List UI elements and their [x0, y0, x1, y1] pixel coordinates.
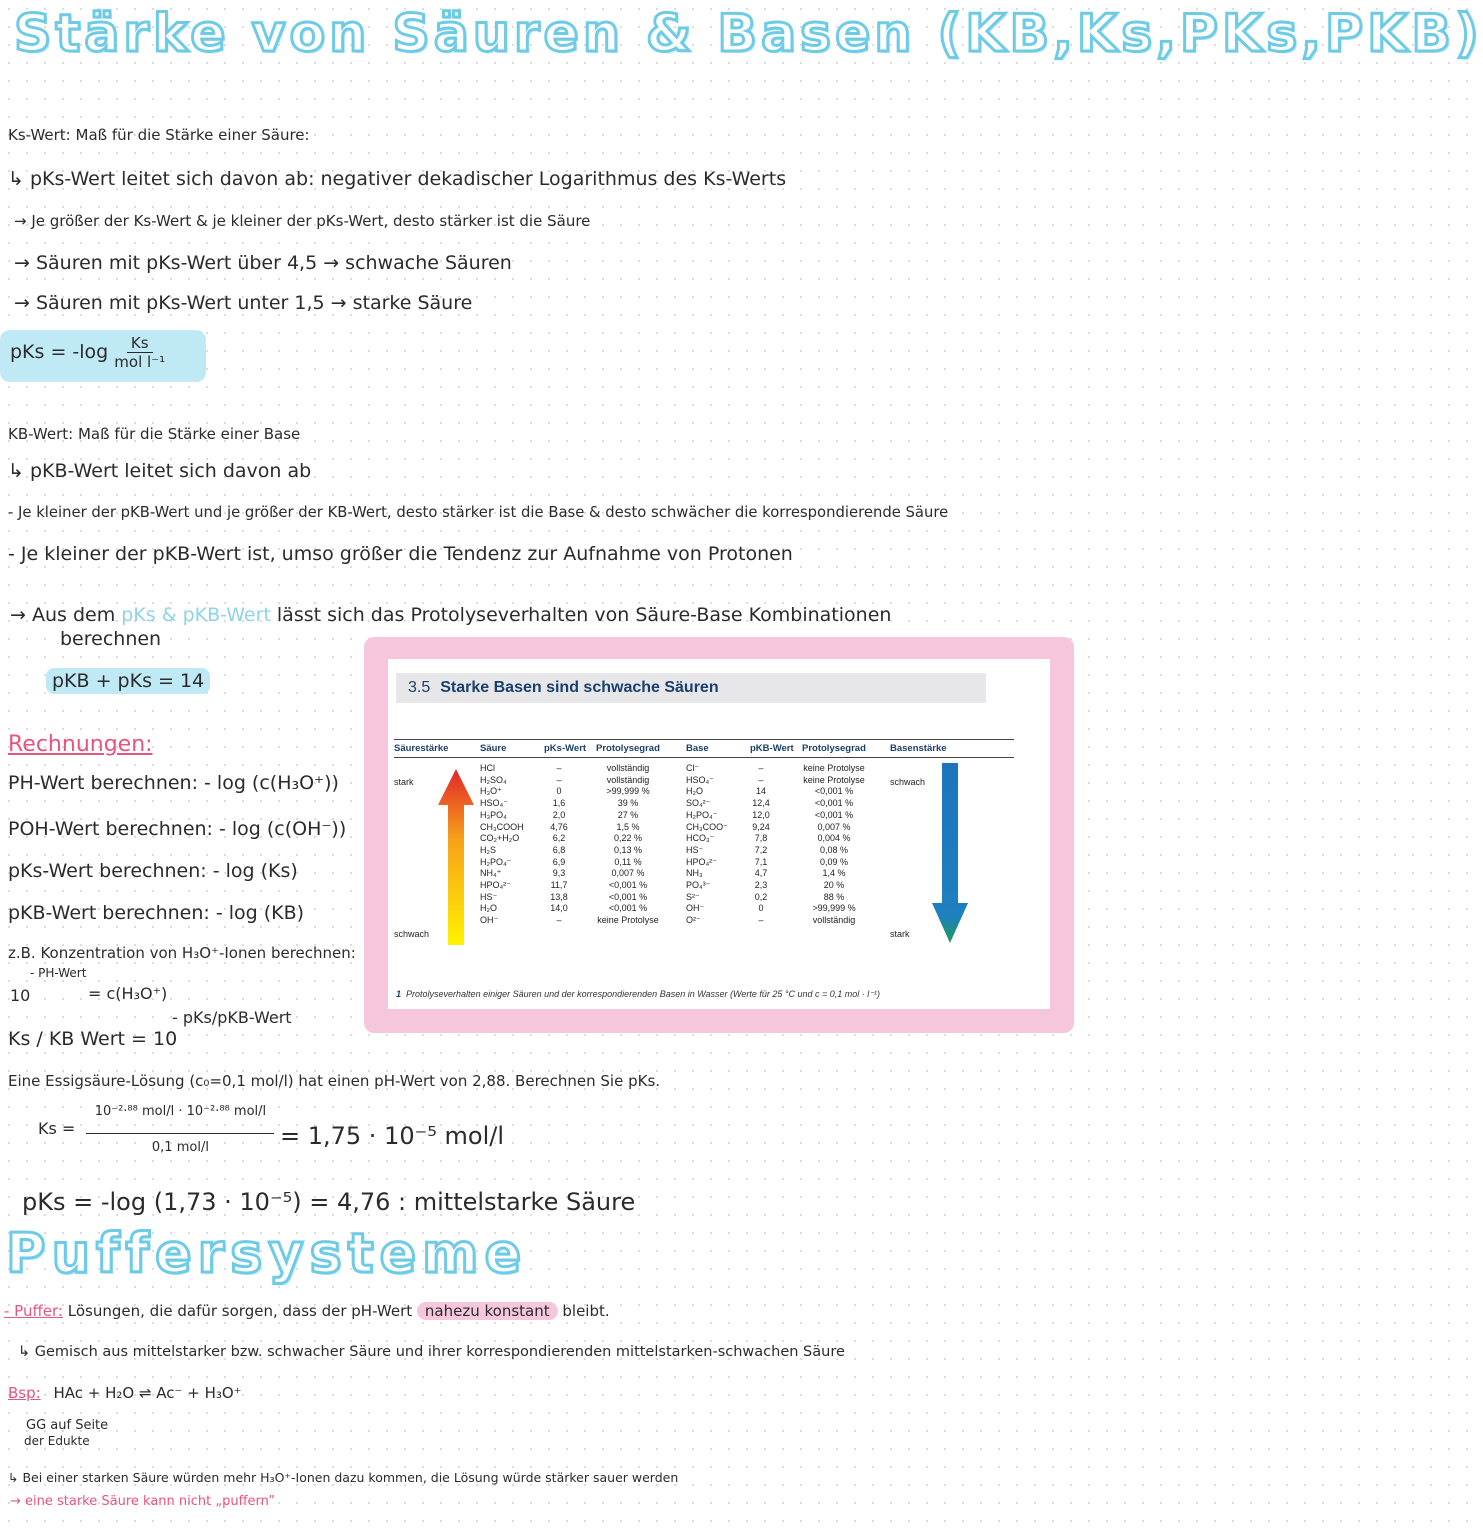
puffer-footnote-1: ↳ Bei einer starken Säure würden mehr H₃O⁺-Ionen dazu kommen, die Lösung würde stärker sauer werden [8, 1470, 679, 1485]
table-cell-acid-degree: vollständig [606, 763, 650, 773]
table-cell-pkb: 7,8 [754, 833, 768, 844]
table-cell-pks: – [556, 915, 562, 926]
hdr-basenstaerke: Basenstärke [890, 743, 947, 754]
table-cell-pkb: 2,3 [754, 880, 768, 891]
col-base-degree [794, 763, 874, 927]
table-cell-acids: CH₃COOH [480, 821, 524, 832]
puffer-def-end: bleibt. [562, 1302, 610, 1320]
table-cell-base-degree: >99,999 % [812, 903, 856, 914]
col-bases [686, 763, 728, 927]
table-cell-acid-degree: 0,11 % [614, 856, 642, 867]
puffer-label: - Puffer: [4, 1302, 63, 1320]
bsp-equation: HAc + H₂O ⇌ Ac⁻ + H₃O⁺ [53, 1384, 242, 1402]
table-cell-pks: – [556, 763, 562, 773]
h3o-eq: = c(H₃O⁺) [88, 984, 168, 1003]
table-cell-acid-degree: 0,13 % [613, 844, 643, 855]
puffer-def-highlight: nahezu konstant [417, 1302, 558, 1320]
table-cell-base-degree: <0,001 % [814, 798, 854, 809]
table-cell-base-degree: <0,001 % [814, 809, 854, 820]
ks-equation [38, 1104, 274, 1155]
table-cell-pkb: 9,24 [752, 821, 770, 832]
table-cell-acids: CO₂+H₂O [480, 833, 520, 844]
hdr-protolysegrad-base: Protolysegrad [802, 743, 866, 754]
table-cell-acid-degree: vollständig [606, 774, 650, 785]
table-cell-pkb: – [758, 763, 764, 773]
table-cell-bases: HCO₃⁻ [686, 833, 715, 844]
table-cell-pks: 0 [556, 786, 562, 797]
h3o-exp: - PH-Wert [30, 966, 87, 980]
table-cell-pkb: 7,2 [754, 844, 768, 855]
acid-arrow-shape [438, 769, 474, 945]
pks-formula-num: Ks [127, 334, 153, 353]
puffer-def-a: Lösungen, die dafür sorgen, dass der pH-Wert [67, 1302, 413, 1320]
table-cell-pks: 14,0 [550, 903, 568, 914]
table-cell-pks: 4,76 [550, 821, 568, 832]
table-cell-base-degree: <0,001 % [814, 786, 854, 797]
col-pkb [746, 763, 776, 927]
table-section-number: 3.5 [408, 679, 431, 696]
rechnungen-heading: Rechnungen: [8, 732, 153, 757]
table-cell-pks: 11,7 [550, 880, 568, 891]
puffer-mixture: ↳ Gemisch aus mittelstarker bzw. schwacher Säure und ihrer korrespondierenden mittelstarken-schwachen Säure [18, 1344, 845, 1360]
gg-note-2: der Edukte [24, 1434, 90, 1448]
table-cell-base-degree: 0,007 % [817, 821, 851, 832]
table-cell-pks: 9,3 [552, 868, 566, 879]
table-cell-acids: HSO₄⁻ [480, 798, 508, 809]
table-cell-acids: H₂PO₄⁻ [480, 856, 512, 867]
pks-formula-den: mol l⁻¹ [114, 353, 166, 371]
table-inner [388, 659, 1050, 1009]
title-saeuren-basen: Stärke von Säuren & Basen (KB,Ks,PKs,PKB) [14, 4, 1483, 64]
table-cell-bases: NH₃ [686, 868, 703, 879]
kb-rule-1: - Je kleiner der pKB-Wert und je größer der KB-Wert, desto stärker ist die Base & desto schwächer die korrespondierende Säure [8, 504, 949, 521]
table-cell-base-degree: 1,4 % [822, 868, 846, 879]
table-cell-acids: HS⁻ [480, 891, 498, 902]
hdr-pks: pKs-Wert [544, 743, 587, 754]
col-acids [480, 763, 524, 927]
table-cell-pks: 1,6 [552, 798, 566, 809]
table-cell-pks: 2,0 [552, 809, 566, 820]
table-cell-acid-degree: <0,001 % [608, 903, 648, 914]
table-cell-bases: HS⁻ [686, 844, 704, 855]
table-cell-acids: H₃PO₄ [480, 809, 507, 820]
table-cell-pkb: 0,2 [754, 891, 768, 902]
hdr-pkb: pKB-Wert [750, 743, 794, 754]
base-arrow-shape [932, 763, 968, 943]
hdr-protolysegrad-acid: Protolysegrad [596, 743, 660, 754]
ks-rule-strong: → Säuren mit pKs-Wert unter 1,5 → starke Säure [14, 292, 473, 314]
bsp-label: Bsp: [8, 1384, 41, 1402]
puffer-footnote-2: → eine starke Säure kann nicht „puffern” [10, 1494, 275, 1509]
table-cell-bases: SO₄²⁻ [686, 798, 711, 809]
pk-sum-highlight: pKB + pKs = 14 [46, 668, 210, 694]
table-cell-pks: 6,8 [552, 844, 566, 855]
ks-eq-left: Ks = [38, 1119, 76, 1138]
gg-note-1: GG auf Seite [26, 1418, 109, 1433]
table-section-title [396, 673, 986, 703]
table-cell-bases: HPO₄²⁻ [686, 856, 717, 867]
table-cell-acid-degree: <0,001 % [608, 891, 648, 902]
table-cell-bases: HSO₄⁻ [686, 774, 714, 785]
table-cell-acid-degree: 27 % [617, 809, 639, 820]
pks-result: pKs = -log (1,73 · 10⁻⁵) = 4,76 : mittelstarke Säure [22, 1188, 636, 1216]
table-cell-bases: CH₃COO⁻ [686, 821, 728, 832]
table-cell-acid-degree: 1,5 % [616, 821, 640, 832]
table-cell-base-degree: vollständig [812, 915, 856, 926]
table-cell-pkb: 14 [755, 786, 766, 797]
table-cell-bases: PO₄³⁻ [686, 880, 711, 891]
table-cell-acids: NH₄⁺ [480, 868, 502, 879]
table-cell-acid-degree: 0,22 % [613, 833, 643, 844]
acid-strength-arrow [438, 769, 474, 945]
table-cell-pks: 6,9 [552, 856, 566, 867]
table-cell-pkb: 12,0 [752, 809, 770, 820]
table-header-rule [394, 757, 1014, 758]
protolyse-note-c: lässt sich das Protolyseverhalten von Säure-Base Kombinationen [276, 604, 892, 626]
table-cell-acids: OH⁻ [480, 915, 499, 926]
table-cell-base-degree: 0,004 % [817, 833, 851, 844]
poh-calc: POH-Wert berechnen: - log (c(OH⁻)) [8, 818, 347, 840]
table-cell-base-degree: 0,09 % [819, 856, 849, 867]
title-puffersysteme: Puffersysteme [6, 1222, 528, 1285]
pks-formula [10, 334, 165, 371]
ks-rule-weak: → Säuren mit pKs-Wert über 4,5 → schwache Säuren [14, 252, 512, 274]
table-cell-pkb: 12,4 [752, 798, 770, 809]
table-cell-pkb: – [758, 774, 764, 785]
pks-derivation: ↳ pKs-Wert leitet sich davon ab: negativer dekadischer Logarithmus des Ks-Werts [8, 168, 787, 190]
label-strong-acid: stark [394, 777, 414, 787]
table-caption [396, 989, 880, 1000]
ks-result: = 1,75 · 10⁻⁵ mol/l [280, 1122, 505, 1150]
table-cell-bases: H₂O [686, 786, 703, 797]
ph-calc: PH-Wert berechnen: - log (c(H₃O⁺)) [8, 772, 339, 794]
ks-fraction-den: 0,1 mol/l [151, 1140, 209, 1155]
table-cell-pkb: 7,1 [754, 856, 768, 867]
table-cell-bases: S²⁻ [686, 891, 700, 902]
hdr-saeure: Säure [480, 743, 507, 754]
table-cell-pks: 13,8 [550, 891, 568, 902]
kb-rule-2: - Je kleiner der pKB-Wert ist, umso größer die Tendenz zur Aufnahme von Protonen [8, 543, 793, 565]
ks-definition: Ks-Wert: Maß für die Stärke einer Säure: [8, 126, 310, 144]
table-cell-acids: H₂O [480, 903, 497, 914]
protolyse-note-a: → Aus dem [10, 604, 116, 626]
protolyse-note [10, 604, 891, 626]
table-cell-bases: O²⁻ [686, 915, 701, 926]
col-pks [544, 763, 574, 927]
pks-formula-fraction [114, 334, 165, 371]
table-cell-base-degree: 20 % [823, 880, 845, 891]
table-cell-bases: OH⁻ [686, 903, 705, 914]
label-weak-base: schwach [890, 777, 926, 787]
task-text: Eine Essigsäure-Lösung (c₀=0,1 mol/l) hat einen pH-Wert von 2,88. Berechnen Sie pKs. [8, 1072, 661, 1090]
table-cell-acids: HPO₄²⁻ [480, 880, 511, 891]
hdr-saeurestaerke: Säurestärke [394, 743, 449, 754]
table-caption-number: 1 [396, 989, 402, 999]
kb-definition: KB-Wert: Maß für die Stärke einer Base [8, 425, 301, 443]
pks-calc: pKs-Wert berechnen: - log (Ks) [8, 860, 298, 882]
table-cell-base-degree: keine Protolyse [803, 763, 865, 773]
ks-kb-exp: - pKs/pKB-Wert [172, 1008, 292, 1027]
table-top-rule [394, 739, 1014, 740]
table-cell-bases: H₂PO₄⁻ [686, 809, 718, 820]
table-cell-acids: H₃O⁺ [480, 786, 502, 797]
protolyse-note-b: pKs & pKB-Wert [121, 604, 271, 626]
hdr-base: Base [686, 743, 709, 754]
ks-fraction [86, 1104, 274, 1155]
table-cell-pks: 6,2 [552, 833, 566, 844]
pkb-calc: pKB-Wert berechnen: - log (KB) [8, 902, 305, 924]
table-cell-acid-degree: 0,007 % [611, 868, 645, 879]
base-strength-arrow [932, 763, 968, 943]
label-weak-acid: schwach [394, 929, 430, 939]
table-cell-base-degree: keine Protolyse [803, 774, 865, 785]
table-cell-acid-degree: 39 % [617, 798, 639, 809]
table-cell-acids: H₂SO₄ [480, 774, 507, 785]
protolyse-note-end: berechnen [60, 628, 162, 650]
table-cell-pks: – [556, 774, 562, 785]
ks-rule-1: → Je größer der Ks-Wert & je kleiner der pKs-Wert, desto stärker ist die Säure [14, 212, 591, 230]
table-section-text: Starke Basen sind schwache Säuren [440, 679, 719, 696]
h3o-base: 10 [10, 986, 31, 1005]
table-cell-acid-degree: <0,001 % [608, 880, 648, 891]
pkb-derivation: ↳ pKB-Wert leitet sich davon ab [8, 460, 312, 482]
table-cell-base-degree: 88 % [823, 891, 845, 902]
pks-formula-left: pKs = -log [10, 341, 109, 363]
table-card [364, 637, 1074, 1033]
table-cell-pkb: 0 [758, 903, 764, 914]
table-cell-pkb: 4,7 [754, 868, 768, 879]
label-strong-base: stark [890, 929, 910, 939]
table-cell-acids: H₂S [480, 844, 496, 855]
col-acid-degree [590, 763, 666, 927]
ks-kb-eq: Ks / KB Wert = 10 [8, 1028, 178, 1050]
ks-fraction-num: 10⁻²·⁸⁸ mol/l · 10⁻²·⁸⁸ mol/l [86, 1104, 274, 1134]
bsp-line [8, 1384, 242, 1402]
table-caption-text: Protolyseverhalten einiger Säuren und der korrespondierenden Basen in Wasser (Werte für 25 °C und c = 0,1 mol · l⁻¹) [406, 989, 881, 999]
puffer-definition [4, 1302, 610, 1320]
table-cell-bases: Cl⁻ [686, 763, 700, 773]
table-cell-acid-degree: keine Protolyse [597, 915, 659, 926]
table-cell-base-degree: 0,08 % [819, 844, 849, 855]
table-cell-acids: HCl [480, 763, 495, 773]
table-cell-acid-degree: >99,999 % [606, 786, 650, 797]
table-cell-pkb: – [758, 915, 764, 926]
h3o-example: z.B. Konzentration von H₃O⁺-Ionen berechnen: [8, 944, 356, 962]
